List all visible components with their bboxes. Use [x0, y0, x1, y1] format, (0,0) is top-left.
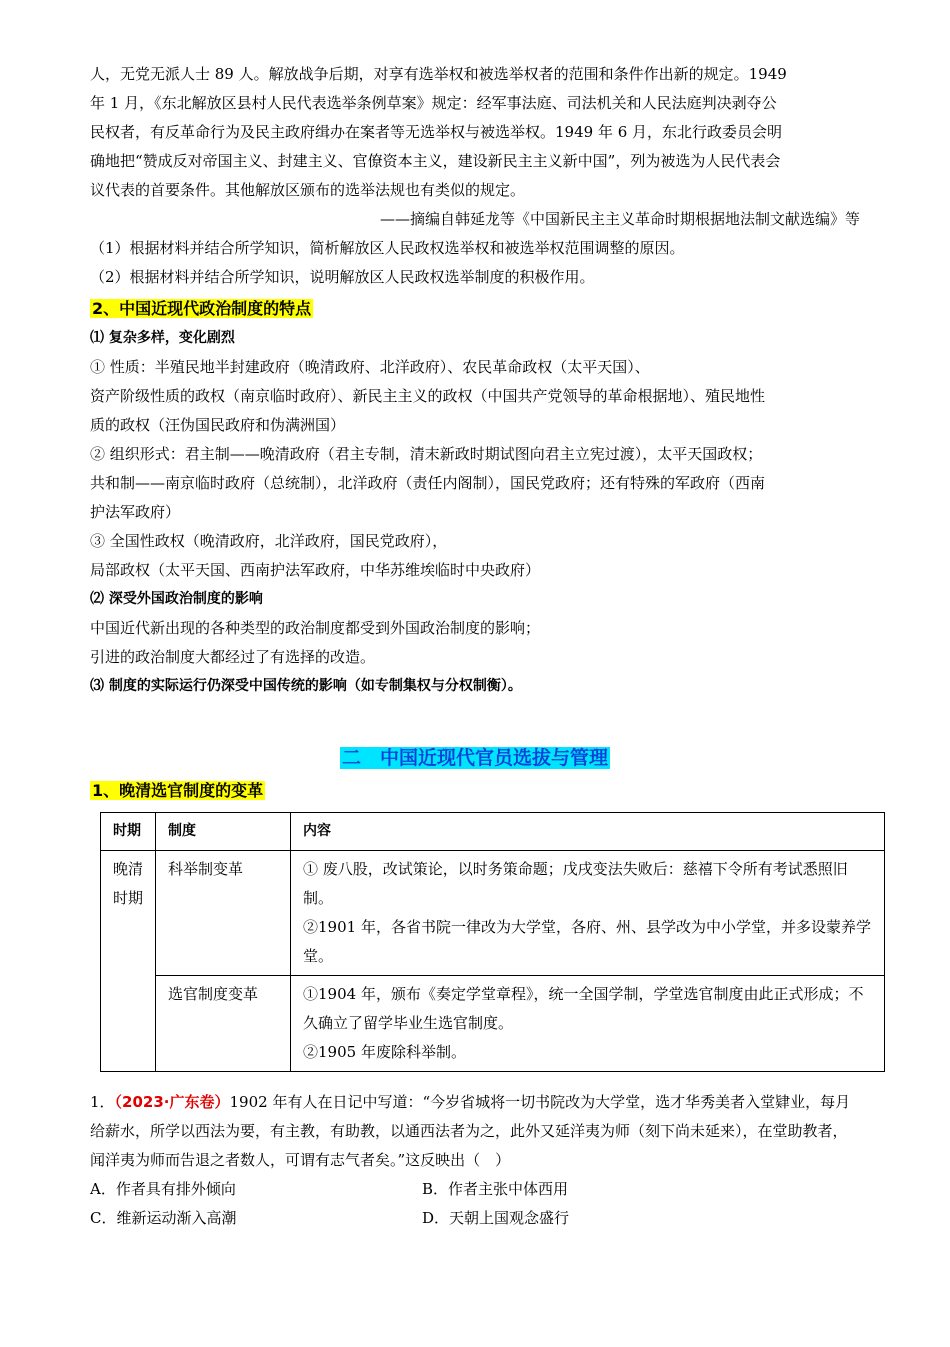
option-d[interactable]: D．天朝上国观念盛行	[422, 1209, 570, 1227]
subheading: ⑶ 制度的实际运行仍深受中国传统的影响（如专制集权与分权制衡）。	[90, 678, 522, 694]
option-b[interactable]: B．作者主张中体西用	[422, 1180, 569, 1198]
question-number: 1．	[90, 1093, 115, 1111]
paragraph-line: ③ 全国性政权（晚清政府，北洋政府，国民党政府），	[90, 532, 448, 550]
option-a[interactable]: A．作者具有排外倾向	[90, 1180, 236, 1198]
paragraph-line: ① 性质：半殖民地半封建政府（晚清政府、北洋政府）、农民革命政权（太平天国）、	[90, 358, 650, 376]
content-line: ②1905 年废除科举制。	[303, 1043, 466, 1061]
exam-question	[90, 1088, 860, 1233]
options-row	[90, 1175, 860, 1204]
subheading: ⑵ 深受外国政治制度的影响	[90, 591, 263, 607]
material-line: 人，无党无派人士 89 人。解放战争后期，对享有选举权和被选举权者的范围和条件作出新的规定。1949	[90, 65, 787, 83]
system-cell: 选官制度变革	[156, 976, 291, 1072]
content-line: ① 废八股，改试策论，以时务策命题；戊戌变法失败后：慈禧下令所有考试悉照旧制。	[303, 860, 848, 907]
paragraph-line: 共和制——南京临时政府（总统制），北洋政府（责任内阁制），国民党政府；还有特殊的军政府（西南	[90, 474, 766, 492]
question-2: （2）根据材料并结合所学知识，说明解放区人民政权选举制度的积极作用。	[90, 268, 595, 286]
table-header-row	[101, 813, 885, 851]
section-heading: 1、晚清选官制度的变革	[92, 781, 264, 800]
option-c[interactable]: C．维新运动渐入高潮	[90, 1209, 237, 1227]
paragraph-line: 引进的政治制度大都经过了有选择的改造。	[90, 648, 376, 666]
subheading: ⑴ 复杂多样，变化剧烈	[90, 330, 235, 346]
content-line: ②1901 年，各省书院一律改为大学堂，各府、州、县学改为中小学堂，并多设蒙养学堂。	[303, 918, 871, 965]
section-heading: 2、中国近现代政治制度的特点	[92, 299, 312, 318]
content-line: ①1904 年，颁布《奏定学堂章程》，统一全国学制，学堂选官制度由此正式形成；不久确立了留学毕业生选官制度。	[303, 985, 864, 1032]
document-page	[90, 60, 871, 1233]
material-source: ——摘编自韩延龙等《中国新民主主义革命时期根据地法制文献选编》等	[379, 210, 860, 228]
reform-table	[100, 812, 885, 1072]
content-cell	[291, 976, 885, 1072]
table-row	[101, 976, 885, 1072]
paragraph-line: 中国近代新出现的各种类型的政治制度都受到外国政治制度的影响；	[90, 619, 541, 637]
material-line: 年 1 月，《东北解放区县村人民代表选举条例草案》规定：经军事法庭、司法机关和人民法庭判决剥夺公	[90, 94, 777, 112]
question-1: （1）根据材料并结合所学知识，简析解放区人民政权选举权和被选举权范围调整的原因。	[90, 239, 685, 257]
period-cell: 晚清时期	[101, 851, 156, 1072]
header-period: 时期	[101, 813, 156, 851]
material-line: 议代表的首要条件。其他解放区颁布的选举法规也有类似的规定。	[90, 181, 526, 199]
paragraph-line: 资产阶级性质的政权（南京临时政府）、新民主主义的政权（中国共产党领导的革命根据地）、殖民地性	[90, 387, 766, 405]
paragraph-line: 护法军政府）	[90, 503, 181, 521]
part-title: 二 中国近现代官员选拔与管理	[341, 747, 608, 769]
paragraph-line: 质的政权（汪伪国民政府和伪满洲国）	[90, 416, 346, 434]
paragraph-line: 局部政权（太平天国、西南护法军政府，中华苏维埃临时中央政府）	[90, 561, 541, 579]
material-line: 确地把“赞成反对帝国主义、封建主义、官僚资本主义，建设新民主主义新中国”，列为被选为人民代表会	[90, 152, 781, 170]
content-cell	[291, 851, 885, 976]
header-system: 制度	[156, 813, 291, 851]
options-row	[90, 1204, 860, 1233]
material-line: 民权者，有反革命行为及民主政府缉办在案者等无选举权与被选举权。1949 年 6 月，东北行政委员会明	[90, 123, 783, 141]
question-source-tag: （2023·广东卷）	[114, 1093, 230, 1111]
paragraph-line: ② 组织形式：君主制——晚清政府（君主专制，清末新政时期试图向君主立宪过渡），太平天国政权；	[90, 445, 763, 463]
table-row	[101, 851, 885, 976]
question-stem: 1902 年有人在日记中写道：“今岁省城将一切书院改为大学堂，选才华秀美者入堂肄业，每月给薪水，所学以西法为要，有主教，有助教，以通西法者为之，此外又延洋夷为师（刻下尚未延来），在堂助教者，闻洋夷为师而告退之者数人，可谓有志气者矣。”这反映出（ ）	[90, 1093, 851, 1169]
system-cell: 科举制变革	[156, 851, 291, 976]
header-content: 内容	[291, 813, 885, 851]
material-text	[90, 60, 860, 292]
